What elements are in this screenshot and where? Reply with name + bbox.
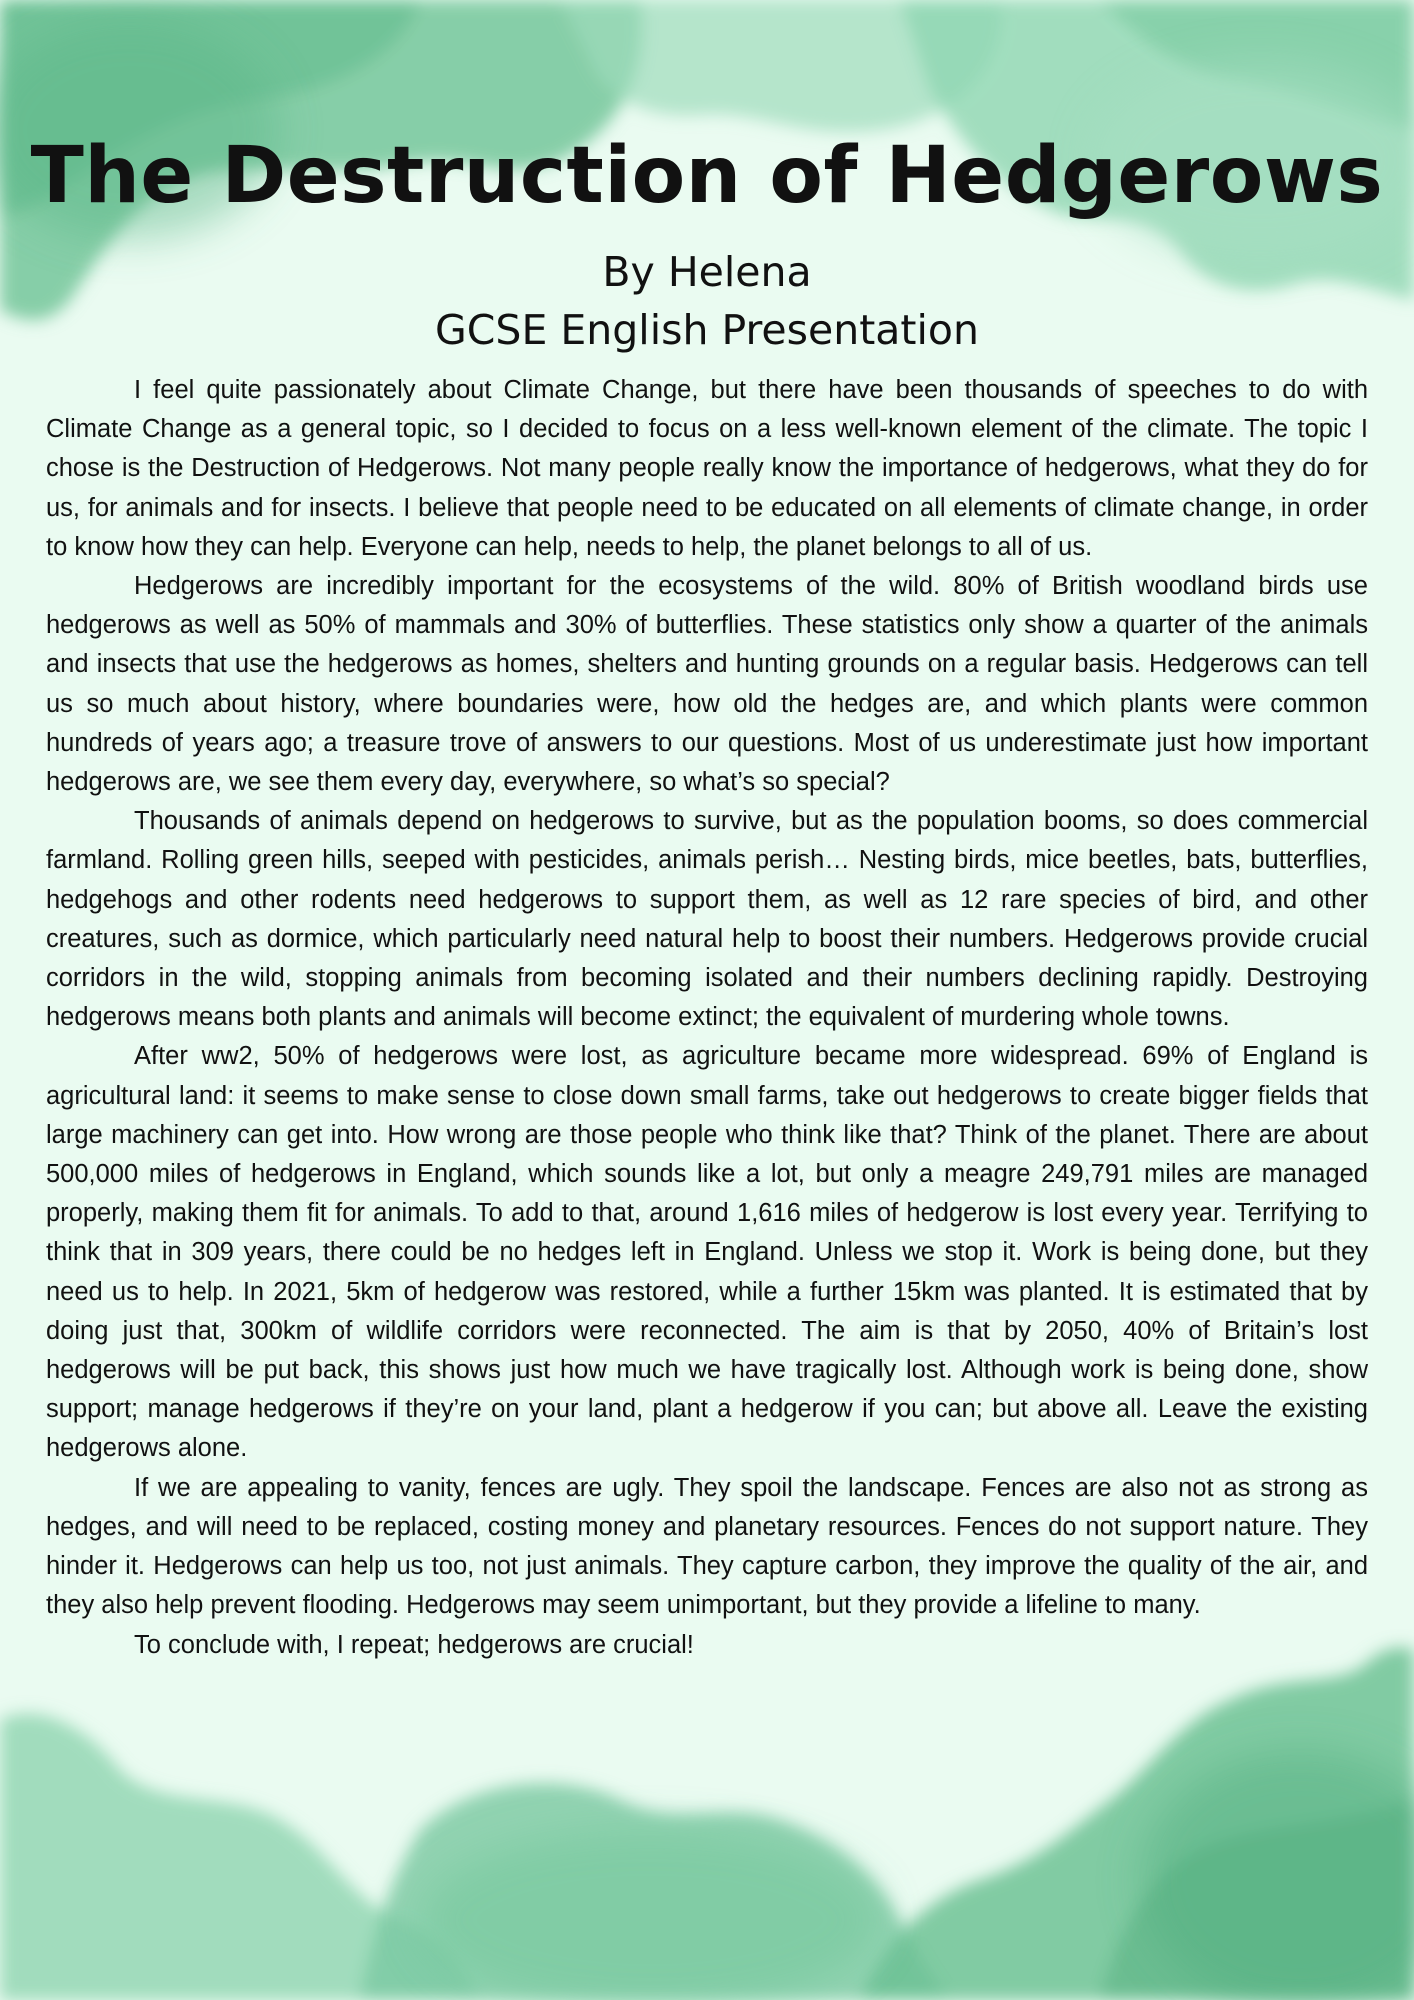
course-line: GCSE English Presentation: [435, 306, 979, 354]
paragraph-history-loss: After ww2, 50% of hedgerows were lost, as agriculture became more widespread. 69% of England is agricultural land: it seems to make sense to close down small farms, take out hedgerows to create bigger fields that large machinery can get into. How wrong are those people who think like that? Think of the planet. There are about 500,000 miles of hedgerows in England, which sounds like a lot, but only a meagre 249,791 miles are managed properly, making them fit for animals. To add to that, around 1,616 miles of hedgerow is lost every year. Terrifying to think that in 309 years, there could be no hedges left in England. Unless we stop it. Work is being done, but they need us to help. In 2021, 5km of hedgerow was restored, while a further 15km was planted. It is estimated that by doing just that, 300km of wildlife corridors were reconnected. The aim is that by 2050, 40% of Britain’s lost hedgerows will be put back, this shows just how much we have tragically lost. Although work is being done, show support; manage hedgerows if they’re on your land, plant a hedgerow if you can; but above all. Leave the existing hedgerows alone.: [46, 1042, 1368, 1463]
author-line: By Helena: [602, 248, 812, 296]
essay-body: [46, 371, 1368, 1665]
paragraph-fences: If we are appealing to vanity, fences are ugly. They spoil the landscape. Fences are also not as strong as hedges, and will need to be replaced, costing money and planetary resources. Fences do not support nature. They hinder it. Hedgerows can help us too, not just animals. They capture carbon, they improve the quality of the air, and they also help prevent flooding. Hedgerows may seem unimportant, but they provide a lifeline to many.: [46, 1473, 1368, 1620]
paragraph-animals: Thousands of animals depend on hedgerows to survive, but as the population booms, so does commercial farmland. Rolling green hills, seeped with pesticides, animals perish… Nesting birds, mice beetles, bats, butterflies, hedgehogs and other rodents need hedgerows to support them, as well as 12 rare species of bird, and other creatures, such as dormice, which particularly need natural help to boost their numbers. Hedgerows provide crucial corridors in the wild, stopping animals from becoming isolated and their numbers declining rapidly. Destroying hedgerows means both plants and animals will become extinct; the equivalent of murdering whole towns.: [46, 807, 1368, 1032]
document-title: The Destruction of Hedgerows: [30, 131, 1384, 221]
paragraph-conclusion: To conclude with, I repeat; hedgerows are crucial!: [134, 1630, 694, 1659]
paragraph-intro: I feel quite passionately about Climate Change, but there have been thousands of speeches to do with Climate Change as a general topic, so I decided to focus on a less well-known element of the climate. The topic I chose is the Destruction of Hedgerows. Not many people really know the importance of hedgerows, what they do for us, for animals and for insects. I believe that people need to be educated on all elements of climate change, in order to know how they can help. Everyone can help, needs to help, the planet belongs to all of us.: [46, 376, 1368, 561]
paragraph-ecosystems: Hedgerows are incredibly important for the ecosystems of the wild. 80% of British woodland birds use hedgerows as well as 50% of mammals and 30% of butterflies. These statistics only show a quarter of the animals and insects that use the hedgerows as homes, shelters and hunting grounds on a regular basis. Hedgerows can tell us so much about history, where boundaries were, how old the hedges are, and which plants were common hundreds of years ago; a treasure trove of answers to our questions. Most of us underestimate just how important hedgerows are, we see them every day, everywhere, so what’s so special?: [46, 572, 1368, 797]
